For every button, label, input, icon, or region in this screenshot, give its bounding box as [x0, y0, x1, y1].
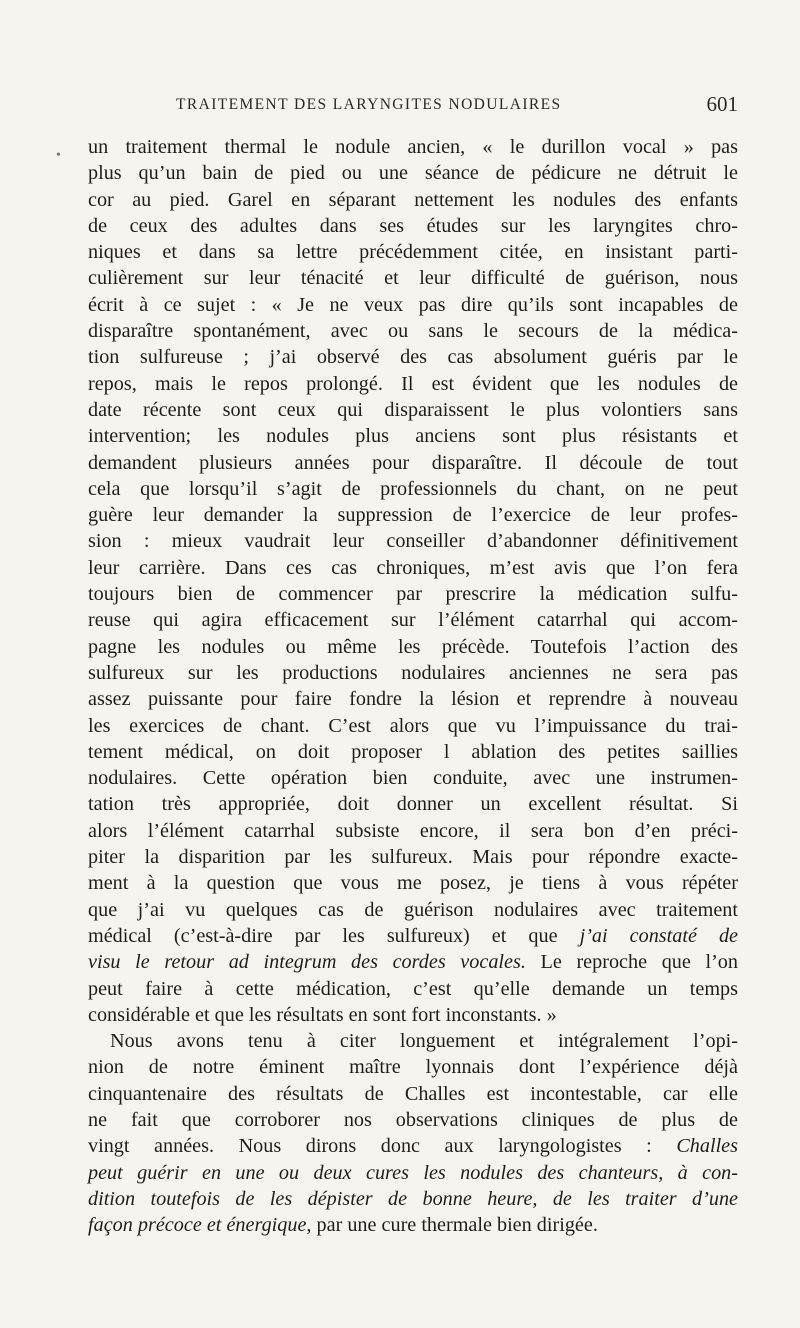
text-run: Le reproche que l’on [525, 951, 738, 974]
text-line: tation très appropriée, doit donner un excellent résultat. Si [88, 793, 738, 816]
italic-run: Challes [676, 1135, 738, 1158]
text-line: considérable et que les résultats en sont fort inconstants. » [88, 1003, 557, 1026]
text-line: sion : mieux vaudrait leur conseiller d’abandonner définitivement [88, 530, 738, 553]
italic-run: peut guérir en une ou deux cures les nodules des chanteurs, à con- [88, 1161, 738, 1184]
running-title: TRAITEMENT DES LARYNGITES NODULAIRES [176, 96, 562, 113]
text-line: repos, mais le repos prolongé. Il est évident que les nodules de [88, 372, 738, 395]
text-run: par une cure thermale bien dirigée. [311, 1214, 598, 1237]
text-line [88, 923, 738, 949]
text-line: toujours bien de commencer par prescrire la médication sulfu- [88, 583, 738, 606]
italic-run: façon précoce et énergique, [88, 1214, 312, 1237]
text-line: sulfureux sur les productions nodulaires anciennes ne sera pas [88, 661, 738, 684]
text-line: reuse qui agira efficacement sur l’élément catarrhal qui accom- [88, 609, 738, 632]
text-line: ment à la question que vous me posez, je tiens à vous répéter [88, 872, 738, 895]
text-line: Nous avons tenu à citer longuement et intégralement l’opi- [110, 1030, 738, 1053]
text-line: piter la disparition par les sulfureux. Mais pour répondre exacte- [88, 846, 738, 869]
text-line: disparaître spontanément, avec ou sans le secours de la médica- [88, 320, 738, 343]
text-line: demandent plusieurs années pour disparaître. Il découle de tout [88, 451, 738, 474]
text-line [88, 1212, 738, 1238]
text-line: les exercices de chant. C’est alors que vu l’impuissance du trai- [88, 714, 738, 737]
italic-run: j’ai constaté de [579, 924, 739, 947]
text-line: de ceux des adultes dans ses études sur les laryngites chro- [88, 214, 738, 237]
text-line: intervention; les nodules plus anciens sont plus résistants et [88, 425, 738, 448]
text-line: cinquantenaire des résultats de Challes est incontestable, car elle [88, 1082, 738, 1105]
text-line: cela que lorsqu’il s’agit de professionnels du chant, on ne peut [88, 477, 738, 500]
page-number: 601 [706, 92, 738, 116]
page-header [0, 92, 800, 120]
text-line: culièrement sur leur ténacité et leur difficulté de guérison, nous [88, 267, 738, 290]
text-line: date récente sont ceux qui disparaissent le plus volontiers sans [88, 398, 738, 421]
text-line [88, 1133, 738, 1159]
text-line: ne fait que corroborer nos observations cliniques de plus de [88, 1108, 738, 1131]
italic-run: visu le retour ad integrum des cordes vocales. [88, 951, 526, 974]
text-line: pagne les nodules ou même les précède. Toutefois l’action des [88, 635, 738, 658]
body-text [88, 134, 738, 1238]
text-run: médical (c’est-à-dire par les sulfureux) et que [88, 924, 558, 947]
text-line: cor au pied. Garel en séparant nettement les nodules des enfants [88, 188, 738, 211]
text-line: guère leur demander la suppression de l’exercice de leur profes- [88, 504, 738, 527]
text-line [88, 949, 738, 975]
text-line: tement médical, on doit proposer l ablation des petites saillies [88, 740, 738, 763]
text-run: vingt années. Nous dirons donc aux laryngologistes : [88, 1135, 677, 1158]
text-line [88, 1160, 738, 1186]
text-line: leur carrière. Dans ces cas chroniques, m’est avis que l’on fera [88, 556, 738, 579]
text-line: nion de notre éminent maître lyonnais dont l’expérience déjà [88, 1056, 738, 1079]
text-line: niques et dans sa lettre précédemment citée, en insistant parti- [88, 241, 738, 264]
text-line: tion sulfureuse ; j’ai observé des cas absolument guéris par le [88, 346, 738, 369]
text-line: alors l’élément catarrhal subsiste encore, il sera bon d’en préci- [88, 819, 738, 842]
text-line: peut faire à cette médication, c’est qu’elle demande un temps [88, 977, 738, 1000]
margin-mark: • [56, 148, 61, 163]
text-line: un traitement thermal le nodule ancien, « le durillon vocal » pas [88, 136, 738, 158]
italic-run: dition toutefois de les dépister de bonne heure, de les traiter d’une [88, 1187, 738, 1210]
text-line: plus qu’un bain de pied ou une séance de pédicure ne détruit le [88, 162, 738, 185]
text-line: assez puissante pour faire fondre la lésion et reprendre à nouveau [88, 688, 738, 711]
text-line: écrit à ce sujet : « Je ne veux pas dire qu’ils sont incapables de [88, 293, 738, 316]
text-line: que j’ai vu quelques cas de guérison nodulaires avec traitement [88, 898, 738, 921]
text-line: nodulaires. Cette opération bien conduite, avec une instrumen- [88, 767, 738, 790]
text-line [88, 1186, 738, 1212]
